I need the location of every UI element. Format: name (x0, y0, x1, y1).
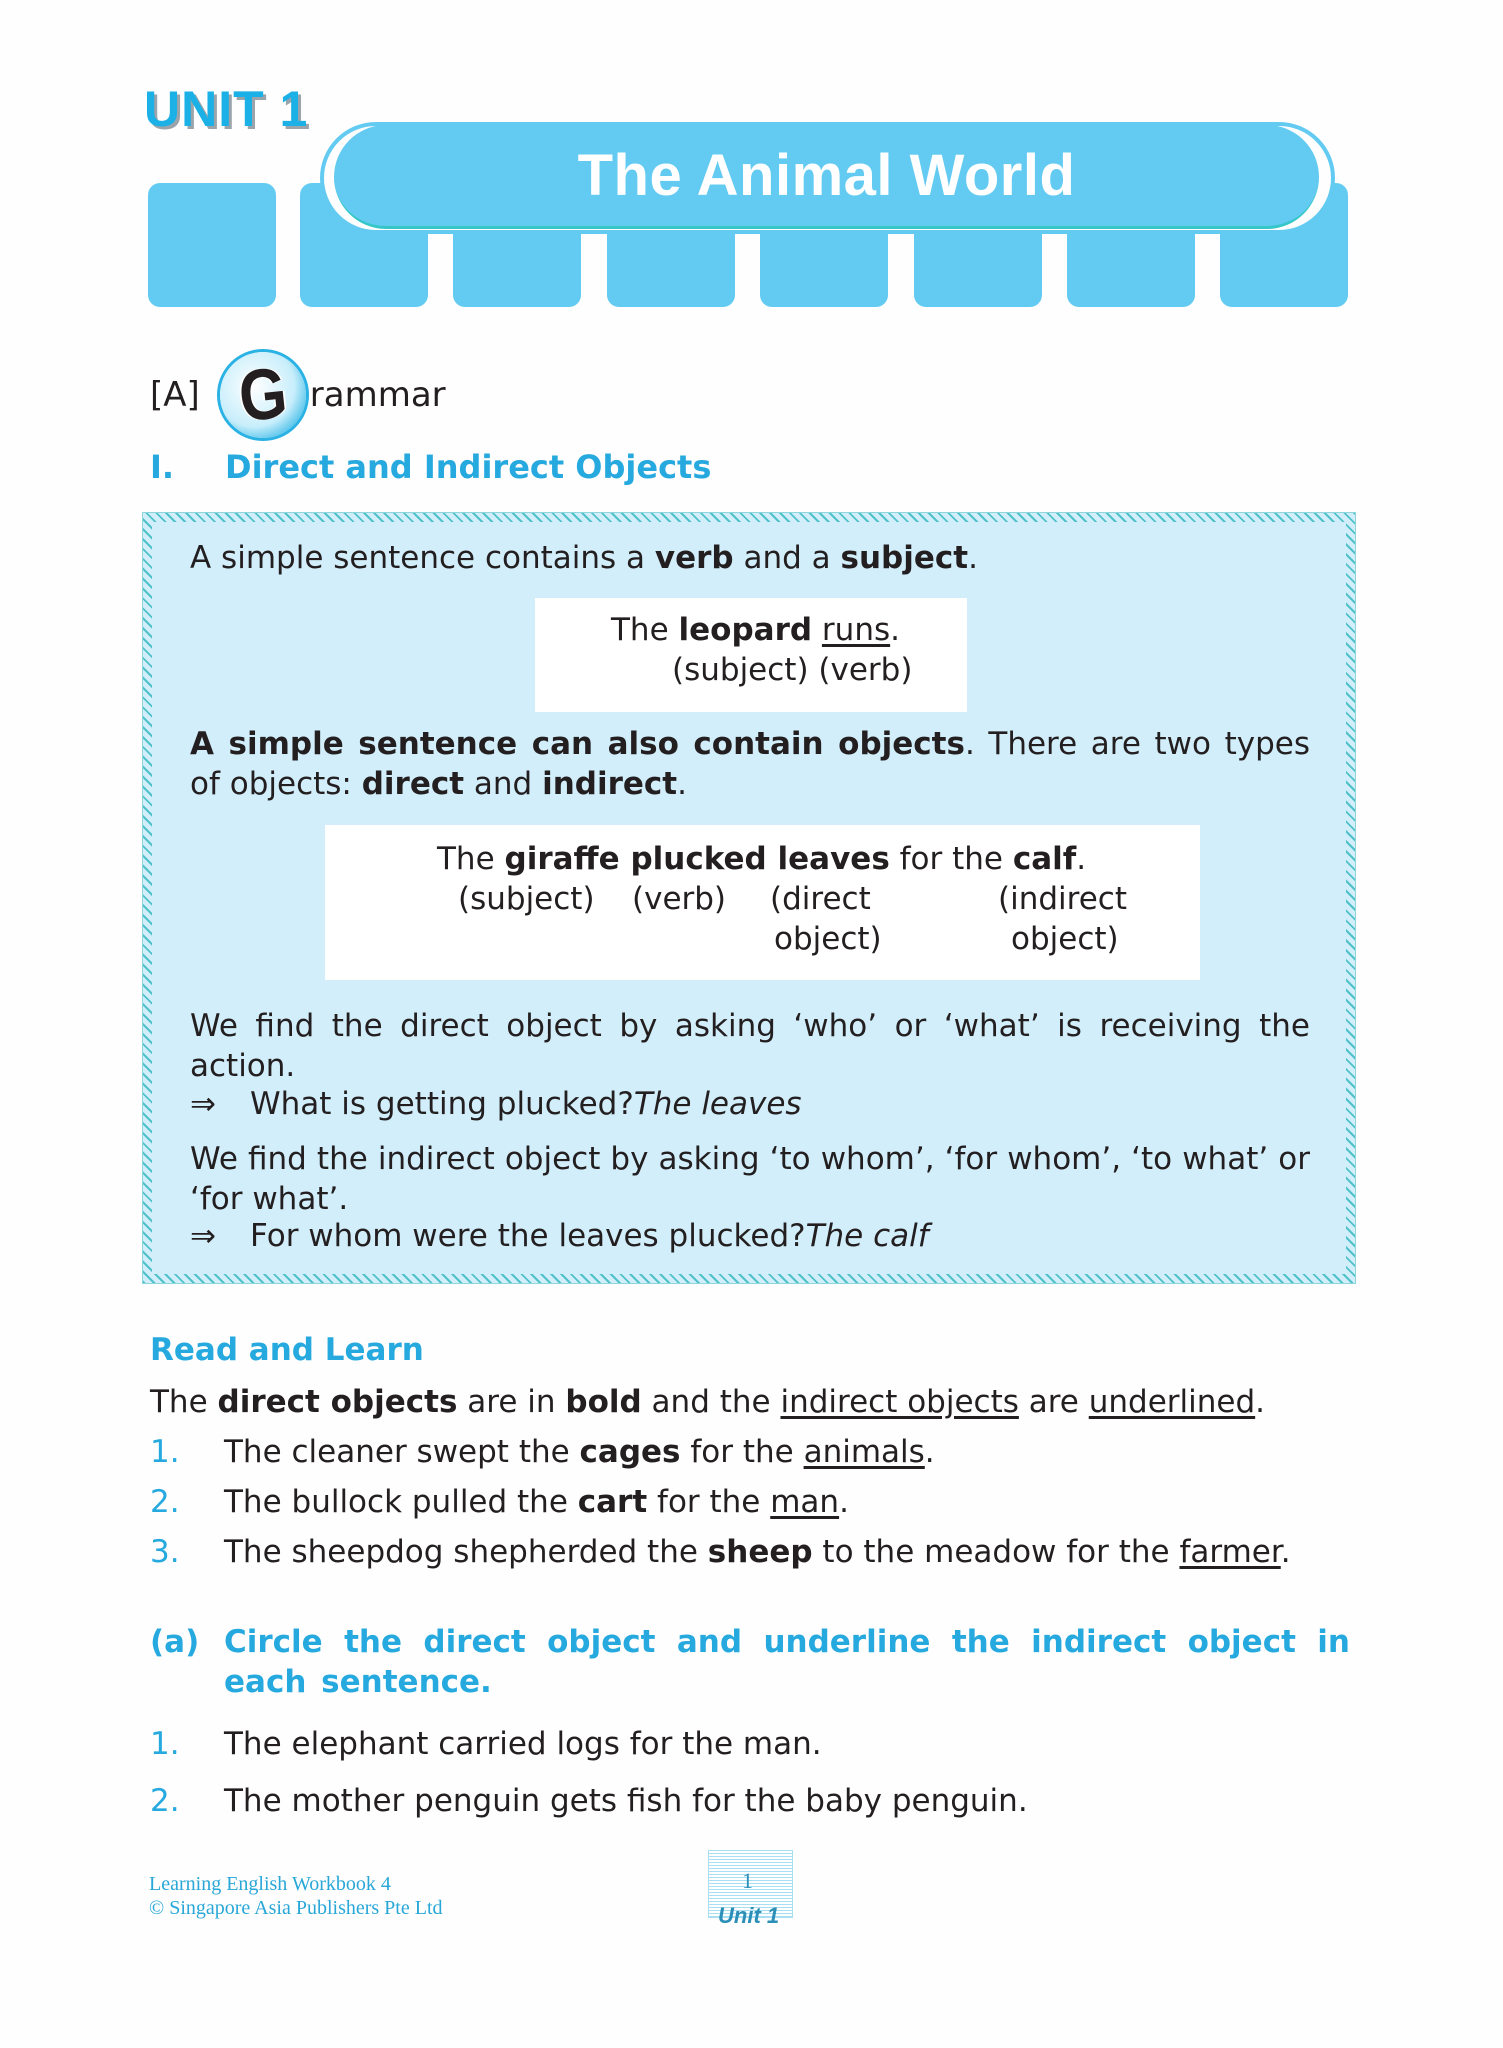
read-learn-intro: The direct objects are in bold and the indirect objects are underlined. (150, 1384, 1266, 1420)
direct-explain: We find the direct object by asking ‘who’ or ‘what’ is receiving the action. (190, 1008, 1310, 1084)
unit-label: UNIT 1 (144, 81, 309, 137)
exercise-item: 2. The mother penguin gets fish for the baby penguin. (150, 1783, 1028, 1819)
exercise-item: 1. The elephant carried logs for the man. (150, 1726, 822, 1762)
title-banner (334, 125, 1319, 229)
arrow-icon: ⇒ (190, 1218, 216, 1254)
section-label: [A] (150, 375, 200, 415)
example-sentence: The leopard runs. (611, 612, 900, 648)
label-direct: (direct (770, 881, 871, 917)
direct-example: ⇒ What is getting plucked? The leaves (190, 1086, 802, 1122)
arrow-icon: ⇒ (190, 1086, 216, 1122)
example-sentence: The giraffe plucked leaves for the calf. (437, 841, 1087, 877)
list-item: 1. The cleaner swept the cages for the animals. (150, 1434, 935, 1470)
sub-heading-title: Direct and Indirect Objects (225, 448, 712, 486)
footer-unit: Unit 1 (718, 1903, 780, 1928)
list-item: 3. The sheepdog shepherded the sheep to the meadow for the farmer. (150, 1534, 1291, 1570)
exercise-instruction: (a) Circle the direct object and underline the indirect object in each sentence. (150, 1624, 1350, 1700)
sub-heading-number: I. (150, 448, 175, 486)
book-title: Learning English Workbook 4 (149, 1873, 391, 1895)
label-subject: (subject) (458, 881, 595, 917)
label-indirect: (indirect (998, 881, 1127, 917)
example-box-2 (325, 825, 1200, 980)
section-heading (150, 352, 446, 438)
indirect-explain: We find the indirect object by asking ‘to whom’, ‘for whom’, ‘to what’ or ‘for what’. (190, 1141, 1310, 1217)
label-verb: (verb) (632, 881, 727, 917)
intro-sentence: A simple sentence contains a verb and a subject. (190, 540, 978, 576)
copyright: © Singapore Asia Publishers Pte Ltd (149, 1897, 443, 1919)
banner-tile (148, 183, 276, 307)
list-item: 2. The bullock pulled the cart for the man. (150, 1484, 849, 1520)
section-title: rammar (309, 375, 446, 415)
page-title: The Animal World (577, 143, 1076, 208)
grammar-g-icon: G (220, 352, 306, 438)
page-number: 1 (742, 1868, 753, 1893)
label-indirect-2: object) (1011, 921, 1119, 957)
footer-credits (149, 1872, 443, 1920)
read-learn-heading: Read and Learn (150, 1332, 424, 1368)
example-labels: (subject) (verb) (672, 652, 913, 688)
objects-intro: A simple sentence can also contain objects. There are two types of objects: direct and indirect. (190, 726, 1310, 802)
indirect-example: ⇒ For whom were the leaves plucked? The calf (190, 1218, 929, 1254)
example-box-1 (535, 598, 967, 712)
label-direct-2: object) (774, 921, 882, 957)
sub-heading (150, 448, 711, 486)
